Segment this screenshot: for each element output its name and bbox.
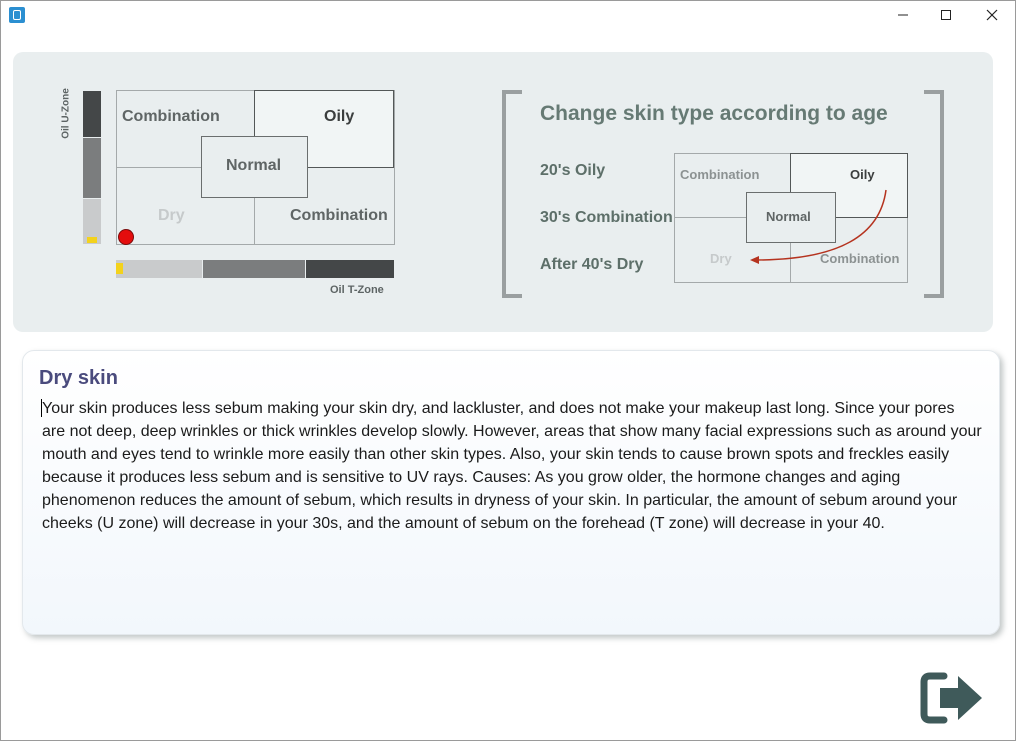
age-panel-title: Change skin type according to age — [540, 102, 888, 125]
t-zone-bar-low — [116, 260, 202, 278]
u-zone-bar-high — [83, 91, 101, 137]
u-zone-label: Oil U-Zone — [60, 88, 72, 139]
age-line-40s: After 40's Dry — [540, 256, 644, 273]
age-line-20s: 20's Oily — [540, 162, 606, 179]
age-matrix-label-combination-bottom: Combination — [820, 251, 900, 266]
u-zone-marker — [87, 237, 97, 243]
minimize-button[interactable] — [880, 0, 926, 30]
age-matrix-label-dry: Dry — [710, 251, 732, 266]
age-matrix-label-oily: Oily — [850, 167, 875, 182]
close-button[interactable] — [969, 0, 1015, 30]
age-line-30s: 30's Combination — [540, 209, 673, 226]
close-icon — [986, 9, 998, 21]
aging-arrow-icon — [740, 185, 890, 265]
matrix-label-combination-bottom: Combination — [290, 207, 388, 224]
minimize-icon — [897, 9, 909, 21]
matrix-label-dry: Dry — [158, 207, 185, 224]
text-caret — [41, 399, 42, 417]
app-icon — [9, 7, 25, 23]
right-bracket — [924, 90, 944, 298]
title-bar — [0, 0, 1016, 30]
age-matrix-label-normal: Normal — [766, 209, 811, 224]
description-text[interactable]: Your skin produces less sebum making your skin dry, and lackluster, and does not make your makeup last long. Since your pores are not deep, deep wrinkles or thick wrinkles develop slowly. However, areas that show many facial expressions such as around your mouth and eyes tend to wrinkle more easily than other skin types. Also, your skin tends to cause brown spots and freckles easily because it produces less sebum and is sensitive to UV rays. Causes: As you grow older, the hormone changes and aging phenomenon reduces the amount of sebum, which results in dryness of your skin. In particular, the amount of sebum around your cheeks (U zone) will decrease in your 30s, and the amount of sebum on the forehead (T zone) will decrease in your 40. — [42, 400, 982, 532]
left-bracket — [502, 90, 522, 298]
matrix-label-combination-top: Combination — [122, 108, 220, 125]
exit-button[interactable] — [920, 670, 984, 726]
description-title: Dry skin — [39, 367, 118, 389]
t-zone-bar-mid — [203, 260, 305, 278]
current-skin-type-marker[interactable] — [118, 229, 134, 245]
t-zone-label: Oil T-Zone — [330, 284, 384, 296]
age-matrix-label-combination-top: Combination — [680, 167, 760, 182]
u-zone-bar-mid — [83, 138, 101, 198]
t-zone-marker — [116, 263, 123, 274]
maximize-icon — [940, 9, 952, 21]
exit-icon — [920, 670, 984, 726]
u-zone-axis — [56, 88, 76, 150]
matrix-label-normal: Normal — [226, 157, 282, 174]
maximize-button[interactable] — [923, 0, 969, 30]
t-zone-bar-high — [306, 260, 394, 278]
matrix-label-oily: Oily — [324, 108, 355, 125]
